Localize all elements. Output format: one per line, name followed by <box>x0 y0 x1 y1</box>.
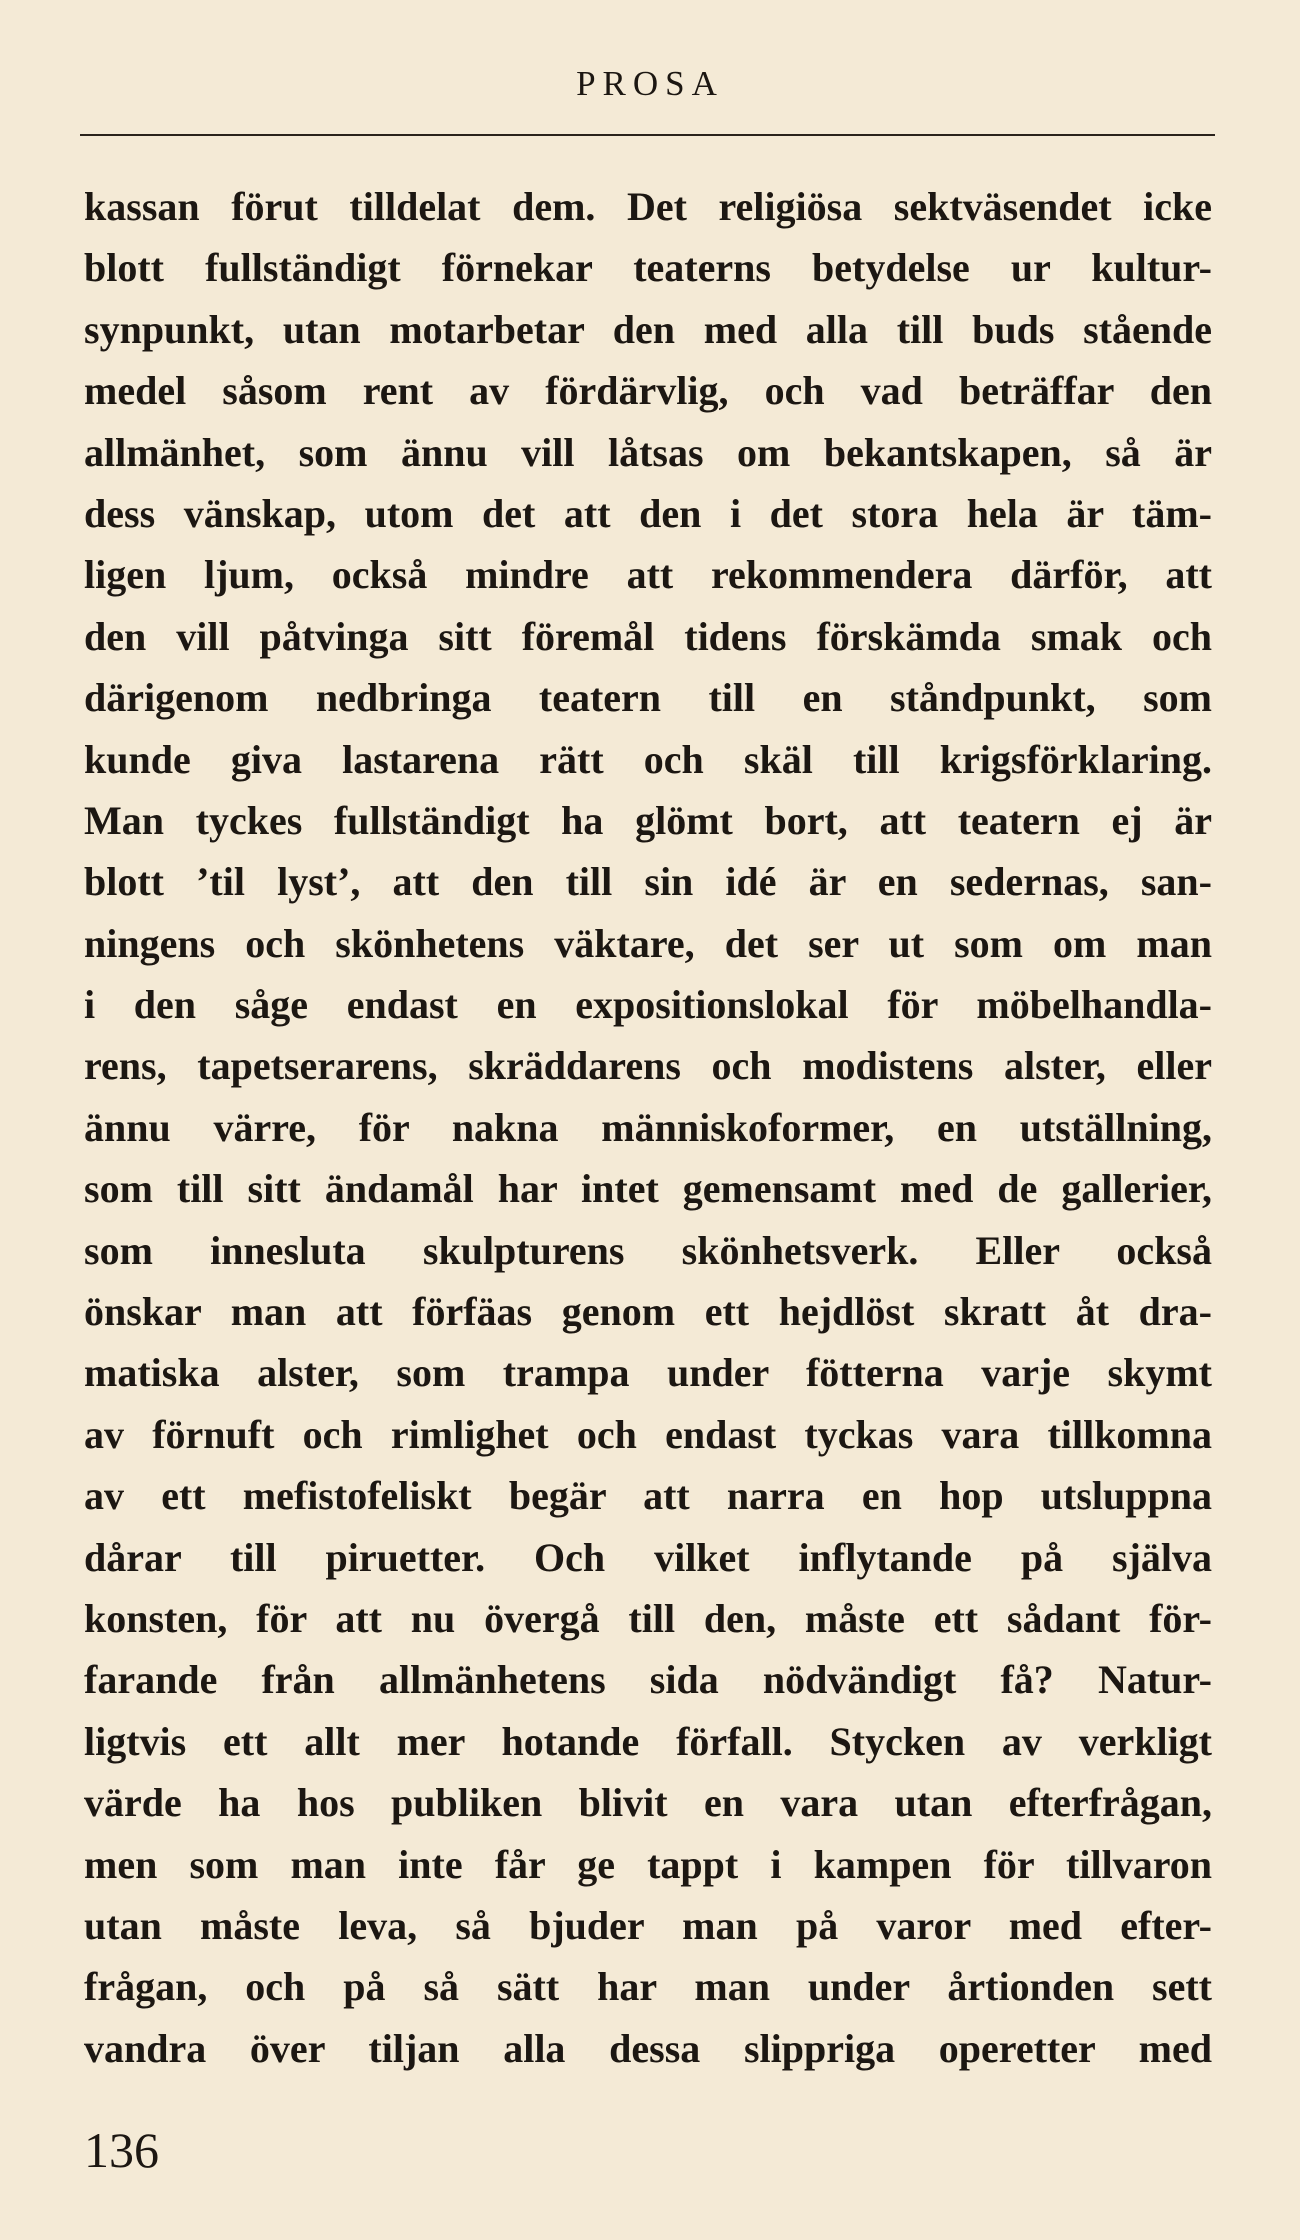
text-line: den vill påtvinga sitt föremål tidens förskämda smak och <box>84 613 1212 659</box>
text-line: vandra över tiljan alla dessa slippriga operetter med <box>84 2025 1212 2071</box>
text-line: konsten, för att nu övergå till den, måste ett sådant för- <box>84 1595 1212 1641</box>
text-line: ligen ljum, också mindre att rekommendera därför, att <box>84 552 1212 598</box>
text-line: ningens och skönhetens väktare, det ser ut som om man <box>84 920 1212 966</box>
text-line: av förnuft och rimlighet och endast tyckas vara tillkomna <box>84 1411 1212 1457</box>
running-head: PROSA <box>576 64 724 103</box>
text-line: i den såge endast en expositionslokal för möbelhandla- <box>84 982 1212 1028</box>
text-line: blott fullständigt förnekar teaterns betydelse ur kultur- <box>84 245 1212 291</box>
text-line: allmänhet, som ännu vill låtsas om bekantskapen, så är <box>84 429 1212 475</box>
header-rule <box>80 134 1215 136</box>
text-line: därigenom nedbringa teatern till en ståndpunkt, som <box>84 675 1212 721</box>
text-line: kunde giva lastarena rätt och skäl till krigsförklaring. <box>84 736 1212 782</box>
text-line: frågan, och på så sätt har man under årtionden sett <box>84 1964 1212 2010</box>
text-line: dårar till piruetter. Och vilket inflytande på själva <box>84 1534 1212 1580</box>
text-line: medel såsom rent av fördärvlig, och vad beträffar den <box>84 368 1212 414</box>
text-line: som innesluta skulpturens skönhetsverk. Eller också <box>84 1227 1212 1273</box>
body-text <box>84 176 1212 2079</box>
text-line: kassan förut tilldelat dem. Det religiösa sektväsendet icke <box>84 184 1212 229</box>
text-line: men som man inte får ge tappt i kampen för tillvaron <box>84 1841 1212 1887</box>
text-line: utan måste leva, så bjuder man på varor med efter- <box>84 1902 1212 1948</box>
text-line: ännu värre, för nakna människoformer, en utställning, <box>84 1104 1212 1150</box>
text-line: värde ha hos publiken blivit en vara utan efterfrågan, <box>84 1780 1212 1826</box>
text-line: synpunkt, utan motarbetar den med alla till buds stående <box>84 306 1212 352</box>
text-line: önskar man att förfäas genom ett hejdlöst skratt åt dra- <box>84 1289 1212 1335</box>
text-line: rens, tapetserarens, skräddarens och modistens alster, eller <box>84 1043 1212 1089</box>
text-line: ligtvis ett allt mer hotande förfall. Stycken av verkligt <box>84 1718 1212 1764</box>
text-line: matiska alster, som trampa under fötterna varje skymt <box>84 1350 1212 1396</box>
text-line: av ett mefistofeliskt begär att narra en hop utsluppna <box>84 1473 1212 1519</box>
text-line: Man tyckes fullständigt ha glömt bort, att teatern ej är <box>84 797 1212 843</box>
text-line: som till sitt ändamål har intet gemensamt med de gallerier, <box>84 1166 1212 1212</box>
text-line: blott ’til lyst’, att den till sin idé är en sedernas, san- <box>84 859 1212 905</box>
page-number: 136 <box>84 2122 159 2178</box>
text-line: dess vänskap, utom det att den i det stora hela är täm- <box>84 490 1212 536</box>
text-line: farande från allmänhetens sida nödvändigt få? Natur- <box>84 1657 1212 1703</box>
